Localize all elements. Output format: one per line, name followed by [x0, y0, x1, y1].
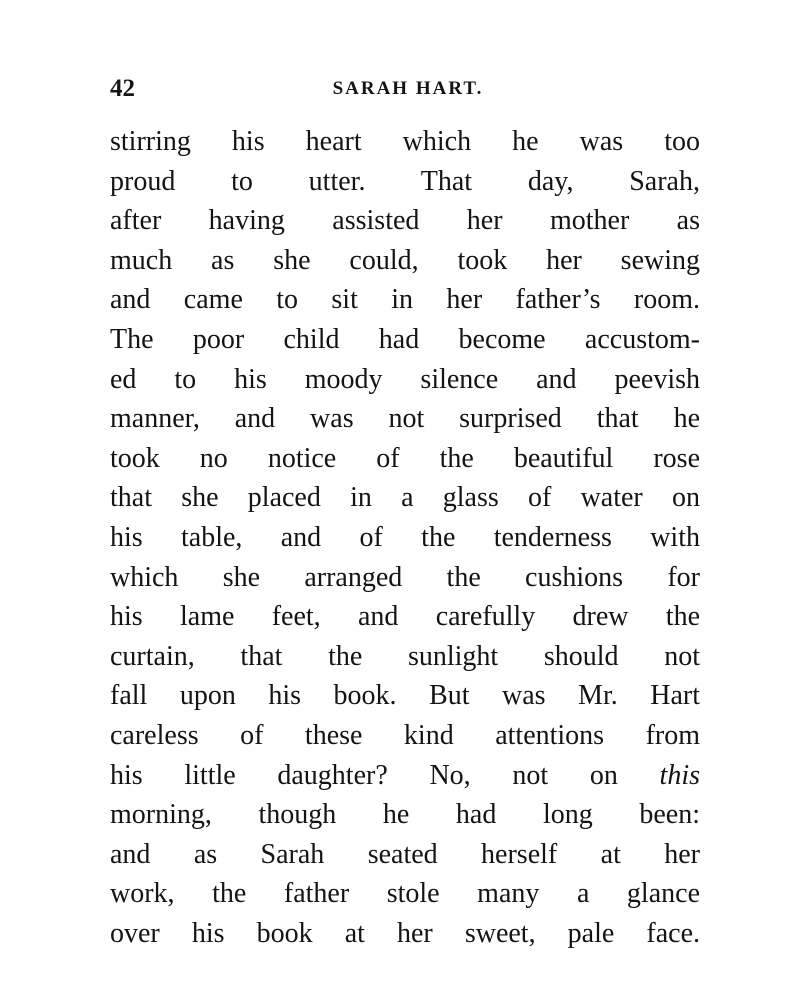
text-line: after having assisted her mother as: [110, 205, 700, 237]
text-line: fall upon his book. But was Mr. Hart: [110, 680, 700, 712]
text-line: The poor child had become accustom-: [110, 323, 700, 355]
text-line: careless of these kind attentions from: [110, 719, 700, 751]
text-line: curtain, that the sunlight should not: [110, 640, 700, 672]
emphasized-word: this: [659, 759, 700, 791]
text-line: stirring his heart which he was too: [110, 126, 700, 157]
text-line: took no notice of the beautiful rose: [110, 442, 700, 474]
text-line: his table, and of the tenderness with: [110, 521, 700, 553]
text-line-with-emphasis: [110, 756, 700, 796]
text-line: and as Sarah seated herself at her: [110, 838, 700, 870]
text-line: which she arranged the cushions for: [110, 561, 700, 593]
text-line: much as she could, took her sewing: [110, 244, 700, 276]
running-title: SARAH HART.: [332, 78, 484, 99]
text-segment: his little daughter? No, not on: [110, 759, 618, 791]
text-line: work, the father stole many a glance: [110, 878, 700, 910]
body-text: [110, 122, 700, 953]
text-line: manner, and was not surprised that he: [110, 403, 700, 435]
page-number: 42: [110, 75, 135, 102]
text-line: morning, though he had long been:: [110, 799, 700, 831]
text-line: his lame feet, and carefully drew the: [110, 601, 700, 633]
text-line: proud to utter. That day, Sarah,: [110, 165, 700, 197]
text-line: ed to his moody silence and peevish: [110, 363, 700, 395]
text-line: and came to sit in her father’s room.: [110, 284, 700, 316]
page-header: [110, 72, 700, 106]
text-line: that she placed in a glass of water on: [110, 482, 700, 514]
text-line: over his book at her sweet, pale face.: [110, 917, 700, 949]
